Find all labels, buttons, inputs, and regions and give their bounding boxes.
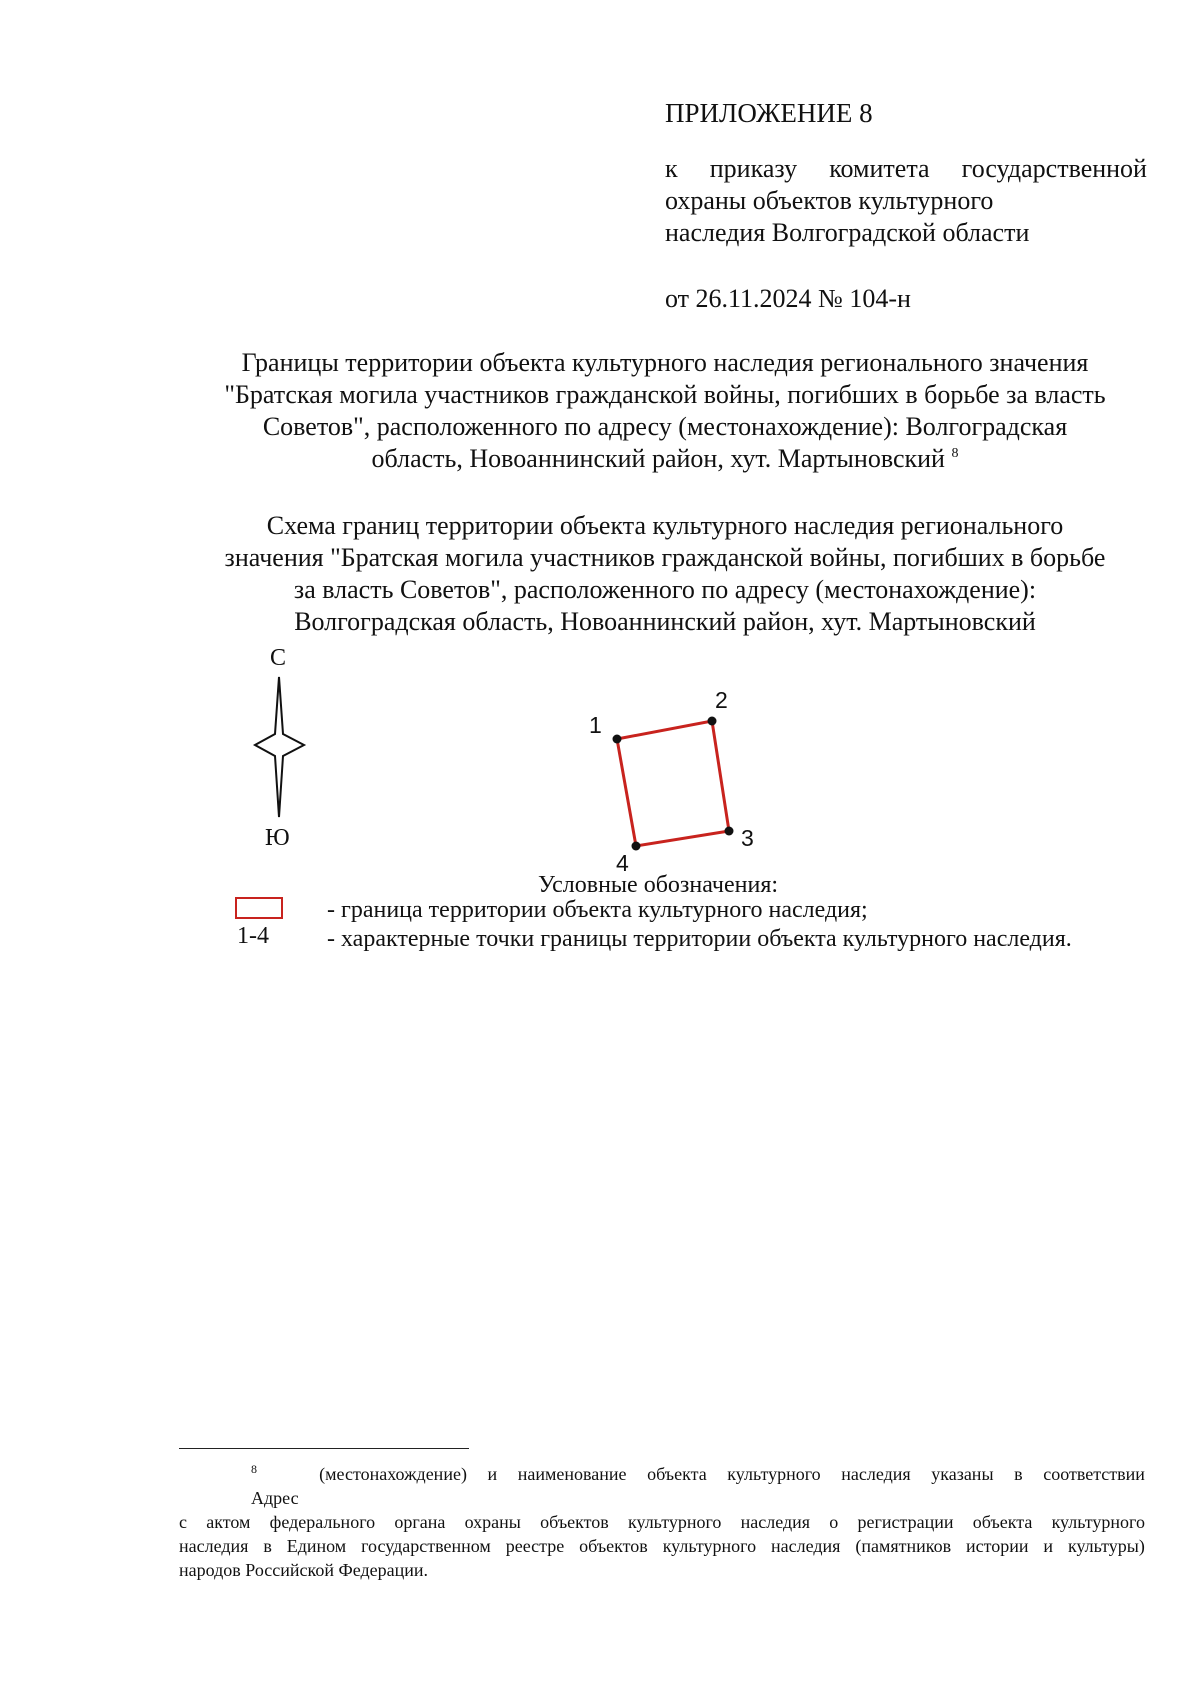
word: указаны: [931, 1464, 994, 1484]
word: наследия: [179, 1536, 249, 1556]
word: наследия: [841, 1464, 911, 1484]
appendix-order-line-2: охраны объектов культурного: [665, 186, 994, 215]
legend-points-description: - характерные точки границы территории объекта культурного наследия.: [327, 926, 1072, 952]
compass-south-label: Ю: [265, 825, 290, 851]
title-line: [110, 443, 1200, 475]
word: наследия: [740, 1512, 811, 1532]
footnote-divider: [179, 1448, 469, 1449]
word: государственном: [361, 1536, 491, 1556]
footnote-line-3: [179, 1534, 1145, 1558]
word: культурного: [727, 1464, 821, 1484]
word: (памятников: [855, 1536, 952, 1556]
word: объекта: [647, 1464, 707, 1484]
word: о: [829, 1512, 839, 1532]
word: органа: [394, 1512, 446, 1532]
boundary-point-1[interactable]: [613, 735, 622, 744]
legend-points-label: 1-4: [237, 923, 269, 949]
scheme-title: [110, 510, 1200, 638]
word: регистрации: [857, 1512, 954, 1532]
scheme-title-line: за власть Советов", расположенного по адресу (местонахождение):: [293, 575, 1037, 604]
word: реестре: [505, 1536, 565, 1556]
boundary-point-4[interactable]: [632, 842, 641, 851]
boundary-point-label-2: 2: [715, 687, 728, 713]
word: культуры): [1067, 1536, 1145, 1556]
boundary-point-label-3: 3: [741, 825, 754, 851]
word: с: [179, 1512, 187, 1532]
legend-boundary-swatch: [235, 897, 283, 919]
boundary-point-label-4: 4: [616, 850, 629, 876]
word: и: [487, 1464, 498, 1484]
footnote: [179, 1462, 1145, 1582]
boundary-point-2[interactable]: [708, 717, 717, 726]
word: наименование: [517, 1464, 627, 1484]
word: (местонахождение): [319, 1464, 467, 1484]
legend-boundary-description: - граница территории объекта культурного наследия;: [327, 897, 868, 923]
word: наследия: [771, 1536, 841, 1556]
word: охраны: [464, 1512, 521, 1532]
word: соответствии: [1043, 1464, 1145, 1484]
compass-north-label: С: [270, 645, 287, 671]
word: и: [1043, 1536, 1054, 1556]
word: истории: [965, 1536, 1029, 1556]
document-title: [110, 347, 1200, 475]
legend-title: Условные обозначения:: [538, 872, 779, 898]
appendix-order-line-3: наследия Волгоградской области: [665, 218, 1030, 247]
footnote-reference[interactable]: 8: [951, 446, 959, 461]
title-line: Советов", расположенного по адресу (местонахождение): Волгоградская: [262, 412, 1068, 441]
boundary-point-label-1: 1: [589, 712, 602, 738]
footnote-line-1: [179, 1462, 1145, 1510]
appendix-order-line-1: [665, 153, 1147, 185]
word: в: [1014, 1464, 1023, 1484]
footnote-line-4: народов Российской Федерации.: [179, 1560, 428, 1580]
compass-rose-icon: [255, 677, 304, 817]
word: Едином: [286, 1536, 347, 1556]
word: культурного: [628, 1512, 722, 1532]
word: объектов: [579, 1536, 648, 1556]
title-line: "Братская могила участников гражданской войны, погибших в борьбе за власть: [224, 380, 1106, 409]
footnote-line-2: [179, 1510, 1145, 1534]
word: культурного: [662, 1536, 757, 1556]
title-line-text: область, Новоаннинский район, хут. Мартыновский: [371, 444, 945, 473]
scheme-title-line: Схема границ территории объекта культурного наследия регионального: [266, 511, 1064, 540]
word: в: [263, 1536, 272, 1556]
word: к: [665, 154, 678, 183]
scheme-title-line: Волгоградская область, Новоаннинский район, хут. Мартыновский: [294, 607, 1036, 636]
title-line: Границы территории объекта культурного наследия регионального значения: [241, 348, 1089, 377]
boundary-polygon[interactable]: [617, 721, 729, 846]
word: комитета: [829, 154, 930, 183]
appendix-date: от 26.11.2024 № 104-н: [665, 284, 911, 313]
word: объектов: [540, 1512, 609, 1532]
word: объекта: [972, 1512, 1033, 1532]
appendix-order-reference: [665, 153, 1147, 249]
word: культурного: [1051, 1512, 1145, 1532]
footnote-word-group: [251, 1462, 299, 1510]
word: государственной: [961, 154, 1147, 183]
word: актом: [206, 1512, 251, 1532]
footnote-mark: 8: [251, 1462, 257, 1476]
word: приказу: [709, 154, 798, 183]
scheme-title-line: значения "Братская могила участников гражданской войны, погибших в борьбе: [224, 543, 1106, 572]
word: федерального: [269, 1512, 376, 1532]
appendix-title: ПРИЛОЖЕНИЕ 8: [665, 98, 873, 128]
word: Адрес: [251, 1488, 299, 1508]
boundary-point-3[interactable]: [725, 827, 734, 836]
